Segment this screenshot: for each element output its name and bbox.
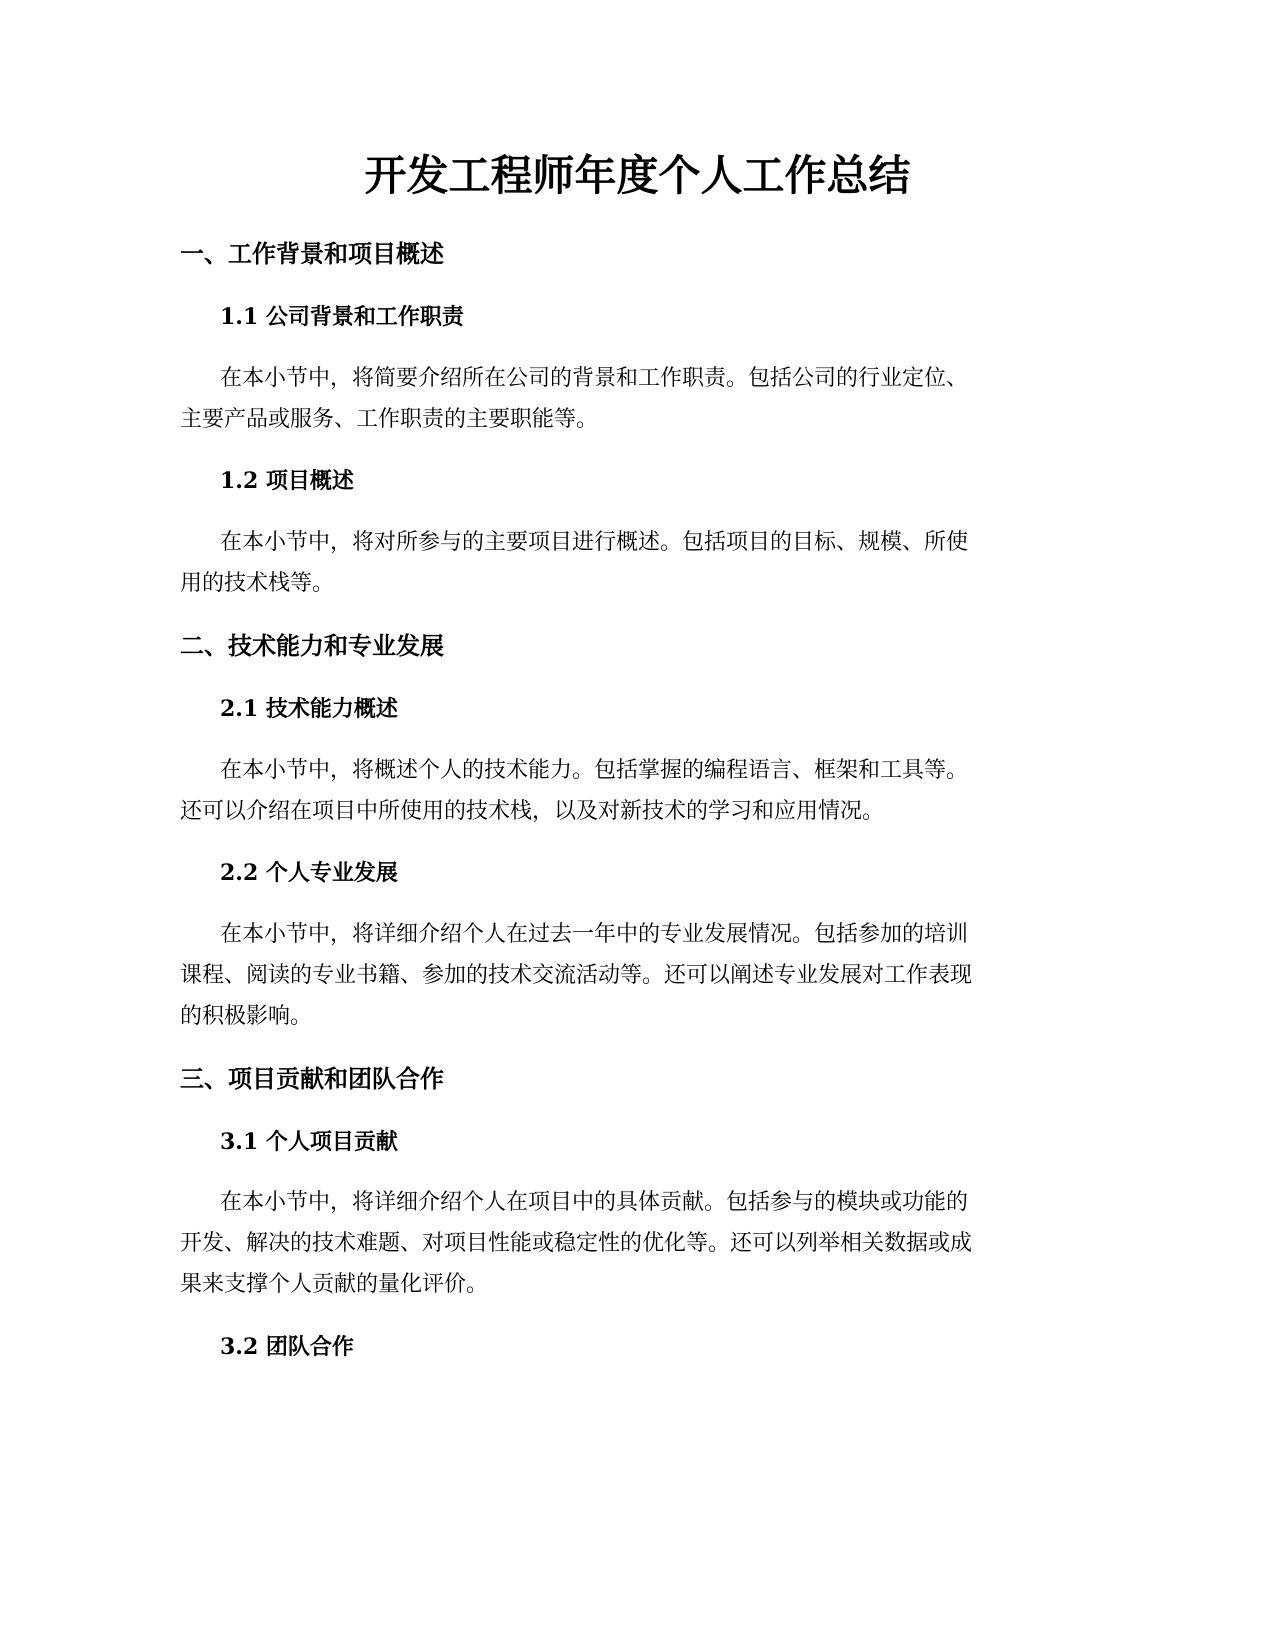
body-paragraph [180,750,1040,832]
section-heading: 一、工作背景和项目概述 [180,240,444,268]
document-title: 开发工程师年度个人工作总结 [364,151,911,200]
subsection-heading: 3.1 个人项目贡献 [220,1129,398,1155]
paragraph-line: 在本小节中，将简要介绍所在公司的背景和工作职责。包括公司的行业定位、 [220,366,969,391]
section-heading: 二、技术能力和专业发展 [180,632,444,660]
subsection-heading: 1.2 项目概述 [220,468,354,494]
subsection-heading: 1.1 公司背景和工作职责 [220,304,464,330]
paragraph-line: 在本小节中，将详细介绍个人在项目中的具体贡献。包括参与的模块或功能的 [220,1190,969,1215]
subsection-heading: 3.2 团队合作 [220,1334,354,1360]
paragraph-line: 用的技术栈等。 [180,571,335,596]
subsection-heading: 2.2 个人专业发展 [220,860,398,886]
paragraph-line: 主要产品或服务、工作职责的主要职能等。 [180,407,599,432]
paragraph-line: 开发、解决的技术难题、对项目性能或稳定性的优化等。还可以列举相关数据或成 [180,1231,973,1256]
body-paragraph [180,522,1040,604]
paragraph-line: 在本小节中，将详细介绍个人在过去一年中的专业发展情况。包括参加的培训 [220,922,969,947]
section-heading: 三、项目贡献和团队合作 [180,1065,444,1093]
paragraph-line: 在本小节中，将对所参与的主要项目进行概述。包括项目的目标、规模、所使 [220,530,969,555]
body-paragraph [180,914,1040,1037]
paragraph-line: 的积极影响。 [180,1004,313,1029]
paragraph-line: 果来支撑个人贡献的量化评价。 [180,1272,489,1297]
subsection-heading: 2.1 技术能力概述 [220,696,398,722]
body-paragraph [180,358,1040,440]
paragraph-line: 在本小节中，将概述个人的技术能力。包括掌握的编程语言、框架和工具等。 [220,758,969,783]
paragraph-line: 还可以介绍在项目中所使用的技术栈，以及对新技术的学习和应用情况。 [180,799,885,824]
paragraph-line: 课程、阅读的专业书籍、参加的技术交流活动等。还可以阐述专业发展对工作表现 [180,963,973,988]
body-paragraph [180,1182,1040,1305]
